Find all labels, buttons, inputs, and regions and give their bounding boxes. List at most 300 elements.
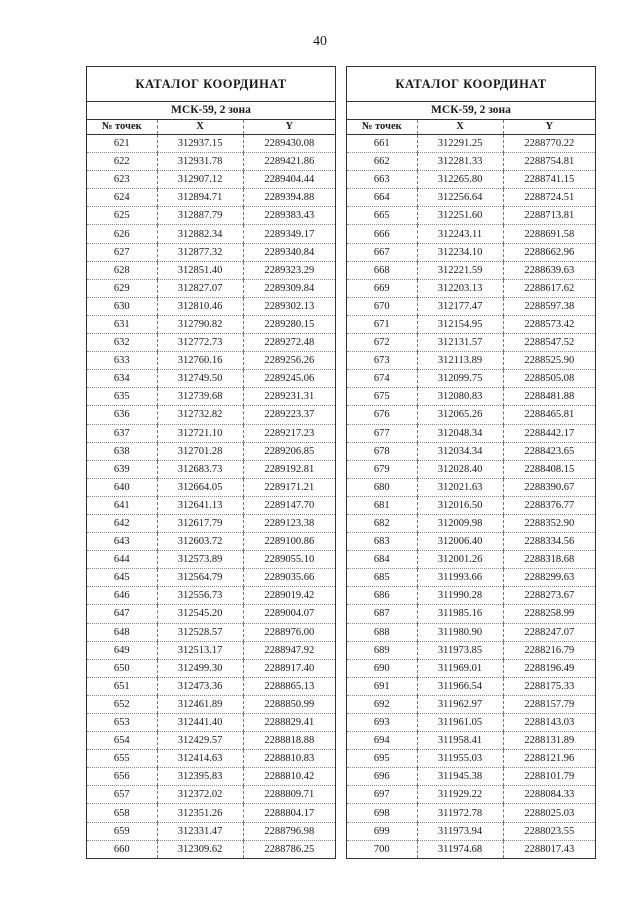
table-row: [87, 135, 335, 153]
y-coordinate-cell: 2289147.70: [243, 496, 335, 514]
x-coordinate-cell: 312513.17: [157, 641, 243, 659]
x-coordinate-cell: 312851.40: [157, 261, 243, 279]
y-coordinate-cell: 2289302.13: [243, 297, 335, 315]
x-coordinate-cell: 312154.95: [417, 315, 503, 333]
x-coordinate-cell: 311961.05: [417, 714, 503, 732]
x-coordinate-cell: 312441.40: [157, 714, 243, 732]
point-number-cell: 634: [87, 370, 157, 388]
y-coordinate-cell: 2288423.65: [503, 442, 595, 460]
x-coordinate-cell: 312772.73: [157, 334, 243, 352]
point-number-cell: 672: [347, 334, 417, 352]
x-coordinate-cell: 312113.89: [417, 352, 503, 370]
x-coordinate-cell: 312499.30: [157, 659, 243, 677]
table-row: [87, 569, 335, 587]
table-row: [347, 623, 595, 641]
x-coordinate-cell: 312749.50: [157, 370, 243, 388]
table-row: [347, 514, 595, 532]
x-coordinate-cell: 312016.50: [417, 496, 503, 514]
table-row: [347, 171, 595, 189]
table-row: [87, 605, 335, 623]
y-coordinate-cell: 2288597.38: [503, 297, 595, 315]
y-coordinate-cell: 2288804.17: [243, 804, 335, 822]
table-row: [347, 786, 595, 804]
table-row: [87, 677, 335, 695]
table-row: [87, 768, 335, 786]
y-coordinate-cell: 2288810.83: [243, 750, 335, 768]
point-number-cell: 646: [87, 587, 157, 605]
table-row: [347, 804, 595, 822]
x-coordinate-cell: 312080.83: [417, 388, 503, 406]
x-coordinate-cell: 312028.40: [417, 460, 503, 478]
x-coordinate-cell: 311974.68: [417, 840, 503, 858]
y-coordinate-cell: 2288273.67: [503, 587, 595, 605]
table-row: [347, 135, 595, 153]
point-number-cell: 700: [373, 843, 390, 855]
table-row: [87, 424, 335, 442]
x-coordinate-cell: 312810.46: [157, 297, 243, 315]
table-row: [347, 442, 595, 460]
x-coordinate-cell: 312739.68: [157, 388, 243, 406]
y-coordinate-cell: 2288741.15: [503, 171, 595, 189]
point-number-cell: 692: [347, 695, 417, 713]
y-coordinate-cell: 2289019.42: [243, 587, 335, 605]
y-coordinate-cell: 2289171.21: [243, 478, 335, 496]
table-row: [87, 279, 335, 297]
table-row: [347, 496, 595, 514]
table-row: [87, 406, 335, 424]
table-row: [87, 352, 335, 370]
y-coordinate-cell: 2289272.48: [243, 334, 335, 352]
table-row: [347, 153, 595, 171]
x-coordinate-cell: 312177.47: [417, 297, 503, 315]
point-number-cell: 661: [347, 135, 417, 153]
table-row: [347, 533, 595, 551]
point-number-cell: 622: [87, 153, 157, 171]
x-coordinate-cell: 312877.32: [157, 243, 243, 261]
point-number-cell: 647: [87, 605, 157, 623]
table-row: [347, 297, 595, 315]
y-coordinate-cell: 2288481.88: [503, 388, 595, 406]
point-number-cell: 681: [347, 496, 417, 514]
x-coordinate-cell: 312603.72: [157, 533, 243, 551]
y-coordinate-cell: 2288754.81: [503, 153, 595, 171]
y-coordinate-cell: 2288525.90: [503, 352, 595, 370]
x-coordinate-cell: 311962.97: [417, 695, 503, 713]
x-coordinate-cell: 312221.59: [417, 261, 503, 279]
y-coordinate-cell: 2289383.43: [243, 207, 335, 225]
point-number-cell: 668: [347, 261, 417, 279]
x-coordinate-cell: 311929.22: [417, 786, 503, 804]
table-header-row: [87, 120, 335, 135]
y-coordinate-cell: 2288691.58: [503, 225, 595, 243]
x-coordinate-cell: 312234.10: [417, 243, 503, 261]
table-row: [347, 677, 595, 695]
point-number-cell: 644: [87, 551, 157, 569]
y-coordinate-cell: 2289245.06: [243, 370, 335, 388]
x-coordinate-cell: 312931.78: [157, 153, 243, 171]
point-number-cell: 660: [113, 843, 130, 855]
table-row: [87, 732, 335, 750]
y-coordinate-cell: 2288131.89: [503, 732, 595, 750]
x-coordinate-cell: 311980.90: [417, 623, 503, 641]
x-coordinate-cell: 312021.63: [417, 478, 503, 496]
point-number-cell: 624: [87, 189, 157, 207]
y-coordinate-cell: 2288442.17: [503, 424, 595, 442]
y-coordinate-cell: 2288196.49: [503, 659, 595, 677]
column-header-x: X: [157, 120, 243, 135]
table-row: [87, 478, 335, 496]
x-coordinate-cell: 312528.57: [157, 623, 243, 641]
point-number-cell: 640: [87, 478, 157, 496]
point-number-cell: 676: [347, 406, 417, 424]
table-row: [347, 225, 595, 243]
y-coordinate-cell: 2289217.23: [243, 424, 335, 442]
x-coordinate-cell: 312732.82: [157, 406, 243, 424]
x-coordinate-cell: 312251.60: [417, 207, 503, 225]
table-row: [87, 551, 335, 569]
table-row: [347, 695, 595, 713]
point-number-cell: 658: [87, 804, 157, 822]
table-row: [347, 352, 595, 370]
x-coordinate-cell: 312099.75: [417, 370, 503, 388]
x-coordinate-cell: 312473.36: [157, 677, 243, 695]
point-number-cell: 657: [87, 786, 157, 804]
table-row: [87, 623, 335, 641]
point-number-cell: 697: [347, 786, 417, 804]
table-row: [347, 207, 595, 225]
y-coordinate-cell: 2289404.44: [243, 171, 335, 189]
point-number-cell: 633: [87, 352, 157, 370]
table-row: [87, 370, 335, 388]
x-coordinate-cell: 312641.13: [157, 496, 243, 514]
x-coordinate-cell: 312701.28: [157, 442, 243, 460]
y-coordinate-cell: 2288810.42: [243, 768, 335, 786]
x-coordinate-cell: 311958.41: [417, 732, 503, 750]
y-coordinate-cell: 2289223.37: [243, 406, 335, 424]
table-row: [347, 587, 595, 605]
point-number-cell: 648: [87, 623, 157, 641]
y-coordinate-cell: 2289231.31: [243, 388, 335, 406]
point-number-cell: 628: [87, 261, 157, 279]
table-header-row: [347, 120, 595, 135]
x-coordinate-cell: 312048.34: [417, 424, 503, 442]
point-number-cell: 645: [87, 569, 157, 587]
point-number-cell: 674: [347, 370, 417, 388]
y-coordinate-cell: 2288017.43: [503, 840, 595, 858]
y-coordinate-cell: 2289256.26: [243, 352, 335, 370]
y-coordinate-cell: 2288770.22: [503, 135, 595, 153]
table-row: [347, 189, 595, 207]
point-number-cell: 694: [347, 732, 417, 750]
point-number-cell: 653: [87, 714, 157, 732]
y-coordinate-cell: 2288818.88: [243, 732, 335, 750]
x-coordinate-cell: 312887.79: [157, 207, 243, 225]
table-row: [87, 840, 335, 858]
y-coordinate-cell: 2288216.79: [503, 641, 595, 659]
table-row: [87, 189, 335, 207]
point-number-cell: 631: [87, 315, 157, 333]
x-coordinate-cell: 312894.71: [157, 189, 243, 207]
x-coordinate-cell: 312256.64: [417, 189, 503, 207]
table-row: [347, 315, 595, 333]
y-coordinate-cell: 2288318.68: [503, 551, 595, 569]
x-coordinate-cell: 312291.25: [417, 135, 503, 153]
table-row: [347, 768, 595, 786]
table-row: [87, 695, 335, 713]
y-coordinate-cell: 2288976.00: [243, 623, 335, 641]
point-number-cell: 650: [87, 659, 157, 677]
point-number-cell: 639: [87, 460, 157, 478]
y-coordinate-cell: 2288084.33: [503, 786, 595, 804]
table-row: [347, 551, 595, 569]
y-coordinate-cell: 2289340.84: [243, 243, 335, 261]
y-coordinate-cell: 2289192.81: [243, 460, 335, 478]
x-coordinate-cell: 312937.15: [157, 135, 243, 153]
point-number-cell: 642: [87, 514, 157, 532]
table-row: [347, 406, 595, 424]
x-coordinate-cell: 311969.01: [417, 659, 503, 677]
table-row: [347, 569, 595, 587]
y-coordinate-cell: 2289004.07: [243, 605, 335, 623]
point-number-cell: 632: [87, 334, 157, 352]
y-coordinate-cell: 2288850.99: [243, 695, 335, 713]
y-coordinate-cell: 2289421.86: [243, 153, 335, 171]
table-row: [87, 243, 335, 261]
point-number-cell: 696: [347, 768, 417, 786]
table-row: [347, 261, 595, 279]
point-number-cell: 635: [87, 388, 157, 406]
y-coordinate-cell: 2288299.63: [503, 569, 595, 587]
point-number-cell: 684: [347, 551, 417, 569]
table-row: [87, 496, 335, 514]
column-header-y: Y: [503, 120, 595, 135]
x-coordinate-cell: 312573.89: [157, 551, 243, 569]
point-number-cell: 687: [347, 605, 417, 623]
table-row: [87, 297, 335, 315]
x-coordinate-cell: 312721.10: [157, 424, 243, 442]
x-coordinate-cell: 311990.28: [417, 587, 503, 605]
y-coordinate-cell: 2288639.63: [503, 261, 595, 279]
x-coordinate-cell: 311955.03: [417, 750, 503, 768]
point-number-cell: 626: [87, 225, 157, 243]
point-number-cell: 638: [87, 442, 157, 460]
point-number-cell: 671: [347, 315, 417, 333]
y-coordinate-cell: 2289280.15: [243, 315, 335, 333]
point-number-cell: 630: [87, 297, 157, 315]
x-coordinate-cell: 312827.07: [157, 279, 243, 297]
y-coordinate-cell: 2288376.77: [503, 496, 595, 514]
point-number-cell: 662: [347, 153, 417, 171]
y-coordinate-cell: 2288390.67: [503, 478, 595, 496]
point-number-cell: 691: [347, 677, 417, 695]
table-row: [347, 243, 595, 261]
table-row: [87, 750, 335, 768]
point-number-cell: 686: [347, 587, 417, 605]
x-coordinate-cell: 312351.26: [157, 804, 243, 822]
y-coordinate-cell: 2288865.13: [243, 677, 335, 695]
table-row: [87, 153, 335, 171]
point-number-cell: 677: [347, 424, 417, 442]
x-coordinate-cell: 312001.26: [417, 551, 503, 569]
point-number-cell: 654: [87, 732, 157, 750]
x-coordinate-cell: 312331.47: [157, 822, 243, 840]
y-coordinate-cell: 2288547.52: [503, 334, 595, 352]
x-coordinate-cell: 312617.79: [157, 514, 243, 532]
point-number-cell: 623: [87, 171, 157, 189]
y-coordinate-cell: 2288143.03: [503, 714, 595, 732]
x-coordinate-cell: 312760.16: [157, 352, 243, 370]
point-number-cell: 699: [347, 822, 417, 840]
x-coordinate-cell: 311972.78: [417, 804, 503, 822]
point-number-cell: 693: [347, 714, 417, 732]
y-coordinate-cell: 2288662.96: [503, 243, 595, 261]
y-coordinate-cell: 2289055.10: [243, 551, 335, 569]
table-row: [347, 840, 595, 858]
point-number-cell: 651: [87, 677, 157, 695]
column-header-point-number: № точек: [347, 120, 417, 135]
x-coordinate-cell: 312281.33: [417, 153, 503, 171]
table-row: [87, 171, 335, 189]
y-coordinate-cell: 2288829.41: [243, 714, 335, 732]
y-coordinate-cell: 2288796.98: [243, 822, 335, 840]
table-row: [347, 714, 595, 732]
point-number-cell: 649: [87, 641, 157, 659]
point-number-cell: 667: [347, 243, 417, 261]
table-row: [87, 641, 335, 659]
point-number-cell: 625: [87, 207, 157, 225]
point-number-cell: 680: [347, 478, 417, 496]
coordinate-catalog-right: [346, 66, 596, 859]
x-coordinate-cell: 312414.63: [157, 750, 243, 768]
point-number-cell: 627: [87, 243, 157, 261]
x-coordinate-cell: 312309.62: [157, 840, 243, 858]
y-coordinate-cell: 2288247.07: [503, 623, 595, 641]
table-row: [347, 370, 595, 388]
point-number-cell: 641: [87, 496, 157, 514]
table-row: [347, 659, 595, 677]
point-number-cell: 652: [87, 695, 157, 713]
x-coordinate-cell: 312790.82: [157, 315, 243, 333]
x-coordinate-cell: 312882.34: [157, 225, 243, 243]
y-coordinate-cell: 2288258.99: [503, 605, 595, 623]
point-number-cell: 695: [347, 750, 417, 768]
y-coordinate-cell: 2289206.85: [243, 442, 335, 460]
catalog-subtitle: МСК-59, 2 зона: [347, 102, 595, 120]
point-number-cell: 689: [347, 641, 417, 659]
table-row: [347, 605, 595, 623]
y-coordinate-cell: 2289309.84: [243, 279, 335, 297]
point-number-cell: 678: [347, 442, 417, 460]
point-number-cell: 637: [87, 424, 157, 442]
point-number-cell: 665: [347, 207, 417, 225]
table-row: [87, 587, 335, 605]
point-number-cell: 666: [347, 225, 417, 243]
x-coordinate-cell: 312907.12: [157, 171, 243, 189]
table-row: [87, 786, 335, 804]
x-coordinate-cell: 312131.57: [417, 334, 503, 352]
y-coordinate-cell: 2288617.62: [503, 279, 595, 297]
coordinate-catalog-left: [86, 66, 336, 859]
point-number-cell: 688: [347, 623, 417, 641]
table-row: [87, 334, 335, 352]
table-row: [87, 659, 335, 677]
table-row: [87, 804, 335, 822]
page-number: 40: [313, 34, 327, 49]
point-number-cell: 629: [87, 279, 157, 297]
table-row: [347, 334, 595, 352]
point-number-cell: 670: [347, 297, 417, 315]
table-row: [87, 533, 335, 551]
y-coordinate-cell: 2288408.15: [503, 460, 595, 478]
table-row: [87, 207, 335, 225]
y-coordinate-cell: 2288352.90: [503, 514, 595, 532]
point-number-cell: 664: [347, 189, 417, 207]
point-number-cell: 690: [347, 659, 417, 677]
y-coordinate-cell: 2288786.25: [243, 840, 335, 858]
catalog-title: КАТАЛОГ КООРДИНАТ: [87, 67, 335, 102]
table-row: [347, 424, 595, 442]
y-coordinate-cell: 2289100.86: [243, 533, 335, 551]
x-coordinate-cell: 311945.38: [417, 768, 503, 786]
table-row: [87, 460, 335, 478]
y-coordinate-cell: 2288809.71: [243, 786, 335, 804]
table-body: [347, 135, 595, 858]
table-row: [87, 714, 335, 732]
table-row: [87, 261, 335, 279]
point-number-cell: 656: [87, 768, 157, 786]
table-row: [347, 822, 595, 840]
x-coordinate-cell: 312009.98: [417, 514, 503, 532]
table-body: [87, 135, 335, 858]
y-coordinate-cell: 2289430.08: [243, 135, 335, 153]
x-coordinate-cell: 312203.13: [417, 279, 503, 297]
coordinate-table: [347, 120, 595, 858]
x-coordinate-cell: 311966.54: [417, 677, 503, 695]
x-coordinate-cell: 312265.80: [417, 171, 503, 189]
point-number-cell: 643: [87, 533, 157, 551]
x-coordinate-cell: 312243.11: [417, 225, 503, 243]
table-row: [87, 514, 335, 532]
y-coordinate-cell: 2288505.08: [503, 370, 595, 388]
point-number-cell: 621: [87, 135, 157, 153]
point-number-cell: 679: [347, 460, 417, 478]
point-number-cell: 675: [347, 388, 417, 406]
point-number-cell: 673: [347, 352, 417, 370]
point-number-cell: 669: [347, 279, 417, 297]
table-row: [347, 732, 595, 750]
x-coordinate-cell: 311985.16: [417, 605, 503, 623]
x-coordinate-cell: 311973.85: [417, 641, 503, 659]
point-number-cell: 655: [87, 750, 157, 768]
x-coordinate-cell: 312395.83: [157, 768, 243, 786]
table-row: [87, 822, 335, 840]
y-coordinate-cell: 2289123.38: [243, 514, 335, 532]
y-coordinate-cell: 2288121.96: [503, 750, 595, 768]
point-number-cell: 682: [347, 514, 417, 532]
table-row: [87, 442, 335, 460]
x-coordinate-cell: 312034.34: [417, 442, 503, 460]
y-coordinate-cell: 2288465.81: [503, 406, 595, 424]
table-row: [87, 225, 335, 243]
point-number-cell: 685: [347, 569, 417, 587]
catalog-subtitle: МСК-59, 2 зона: [87, 102, 335, 120]
table-row: [347, 388, 595, 406]
x-coordinate-cell: 312545.20: [157, 605, 243, 623]
point-number-cell: 698: [347, 804, 417, 822]
x-coordinate-cell: 312461.89: [157, 695, 243, 713]
y-coordinate-cell: 2288101.79: [503, 768, 595, 786]
point-number-cell: 636: [87, 406, 157, 424]
